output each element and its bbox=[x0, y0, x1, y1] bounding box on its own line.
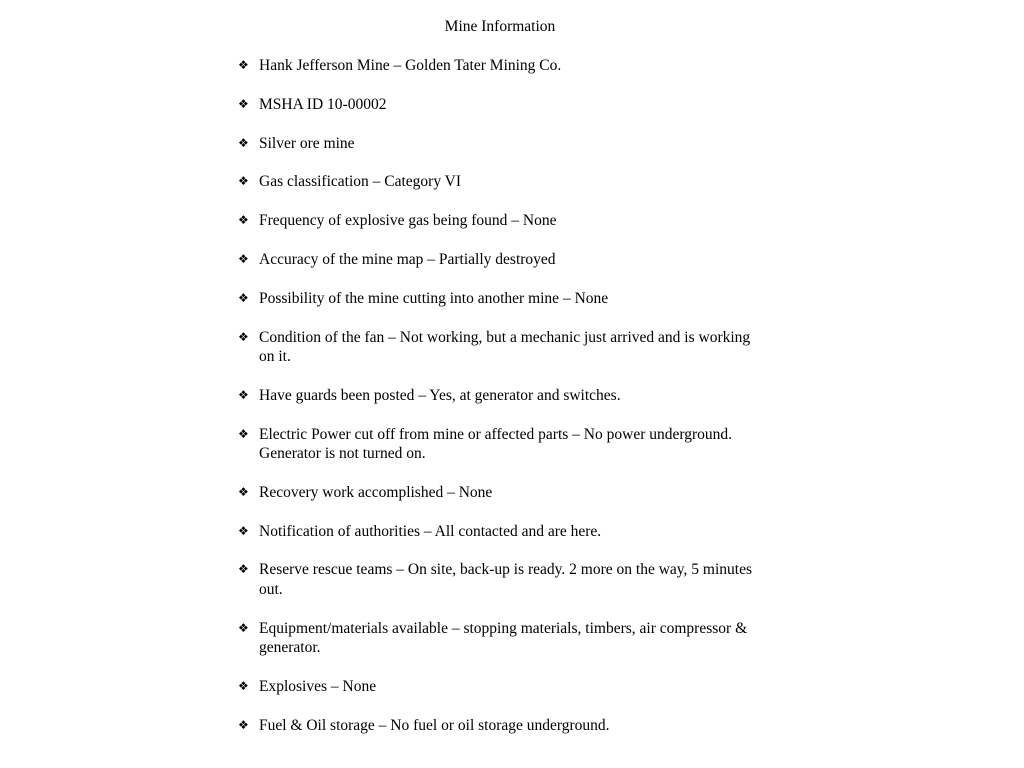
page-title: Mine Information bbox=[444, 18, 556, 35]
diamond-bullet-icon: ❖ bbox=[238, 251, 249, 266]
list-item-text: Gas classification – Category VI bbox=[259, 173, 462, 191]
list-item bbox=[238, 211, 758, 230]
diamond-bullet-icon: ❖ bbox=[238, 58, 249, 72]
diamond-bullet-icon: ❖ bbox=[238, 135, 249, 150]
list-item-text: Notification of authorities – All contacted and are here. bbox=[259, 522, 602, 540]
diamond-bullet-icon: ❖ bbox=[238, 717, 249, 732]
list-item bbox=[238, 386, 758, 405]
list-item bbox=[238, 716, 758, 735]
list-item-text: Fuel & Oil storage – No fuel or oil storage underground. bbox=[259, 716, 610, 734]
list-item bbox=[238, 172, 758, 191]
diamond-bullet-icon: ❖ bbox=[238, 620, 249, 635]
list-item-text: Equipment/materials available – stopping materials, timbers, air compressor & generator. bbox=[259, 619, 748, 656]
list-item-text: Reserve rescue teams – On site, back-up is ready. 2 more on the way, 5 minutes out. bbox=[259, 561, 752, 598]
diamond-bullet-icon: ❖ bbox=[238, 387, 249, 402]
diamond-bullet-icon: ❖ bbox=[238, 290, 249, 305]
list-item bbox=[238, 289, 758, 308]
list-item bbox=[238, 134, 758, 153]
list-item-text: Condition of the fan – Not working, but a mechanic just arrived and is working on it. bbox=[259, 328, 751, 365]
list-item-text: Explosives – None bbox=[259, 677, 377, 695]
list-item bbox=[238, 95, 758, 114]
list-item bbox=[238, 677, 758, 696]
diamond-bullet-icon: ❖ bbox=[238, 484, 249, 499]
list-item-text: Have guards been posted – Yes, at generator and switches. bbox=[259, 386, 621, 404]
list-item bbox=[238, 56, 758, 75]
diamond-bullet-icon: ❖ bbox=[238, 678, 249, 693]
diamond-bullet-icon: ❖ bbox=[238, 174, 249, 189]
list-item bbox=[238, 560, 758, 599]
list-item-text: Electric Power cut off from mine or affected parts – No power underground. Generator is not turned on. bbox=[259, 425, 733, 462]
list-item bbox=[238, 619, 758, 658]
list-item-text: Hank Jefferson Mine – Golden Tater Mining Co. bbox=[259, 57, 562, 74]
list-item-text: MSHA ID 10-00002 bbox=[259, 95, 387, 113]
list-item-text: Frequency of explosive gas being found – None bbox=[259, 212, 557, 230]
diamond-bullet-icon: ❖ bbox=[238, 523, 249, 538]
diamond-bullet-icon: ❖ bbox=[238, 213, 249, 228]
list-item bbox=[238, 483, 758, 502]
diamond-bullet-icon: ❖ bbox=[238, 96, 249, 111]
list-item bbox=[238, 328, 758, 367]
list-item bbox=[238, 425, 758, 464]
diamond-bullet-icon: ❖ bbox=[238, 426, 249, 441]
list-item-text: Recovery work accomplished – None bbox=[259, 483, 493, 501]
list-item bbox=[238, 522, 758, 541]
mine-info-list bbox=[238, 56, 758, 754]
diamond-bullet-icon: ❖ bbox=[238, 329, 249, 344]
list-item bbox=[238, 250, 758, 269]
list-item-text: Accuracy of the mine map – Partially destroyed bbox=[259, 250, 556, 268]
diamond-bullet-icon: ❖ bbox=[238, 562, 249, 577]
list-item-text: Possibility of the mine cutting into another mine – None bbox=[259, 289, 609, 307]
list-item-text: Silver ore mine bbox=[259, 134, 355, 152]
